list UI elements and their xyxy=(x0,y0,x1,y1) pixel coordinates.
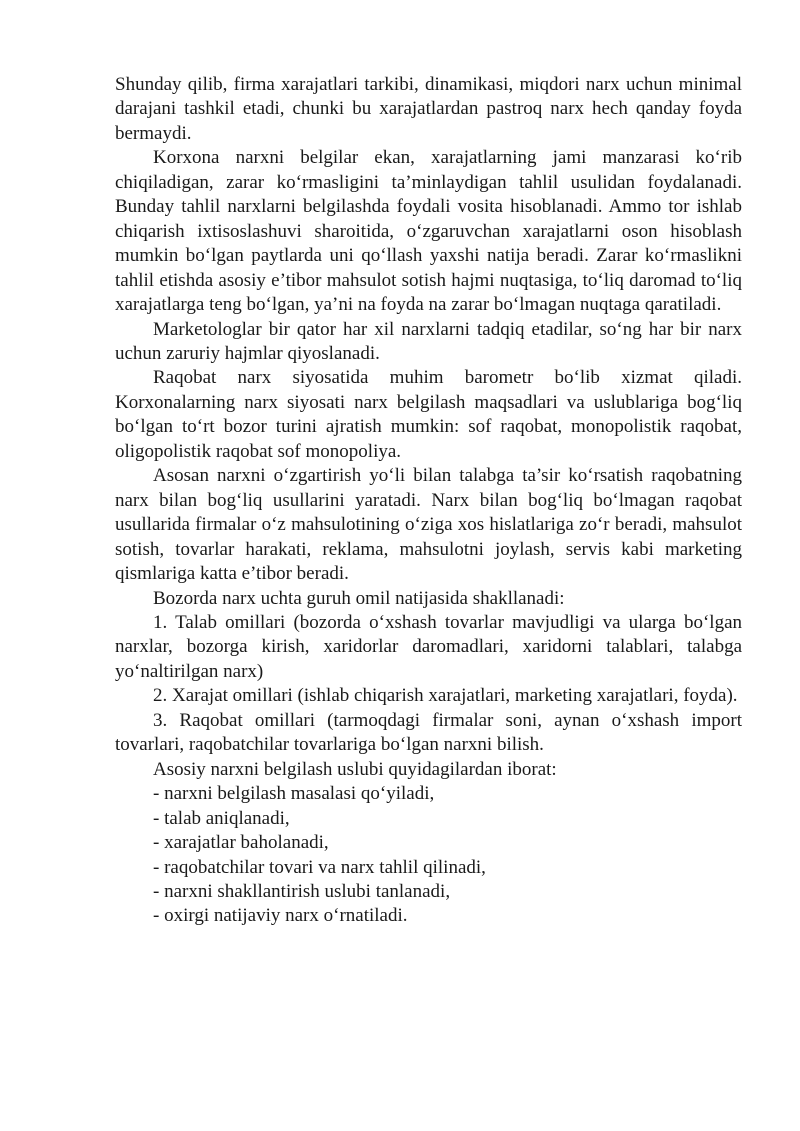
list-item: - oxirgi natijaviy narx o‘rnatiladi. xyxy=(153,905,408,927)
paragraph-cost-factors: 2. Xarajat omillari (ishlab chiqarish xarajatlari, marketing xarajatlari, foyda). xyxy=(153,685,738,707)
paragraph-price-competition: Asosan narxni o‘zgartirish yo‘li bilan talabga ta’sir ko‘rsatish raqobatning narx bilan bog‘liq usullarini yaratadi. Narx bilan bog‘liq bo‘lmagan raqobat usullarida firmalar o‘z mahsulotining o‘ziga xos hislatlariga zo‘r beradi, mahsulot sotish, tovarlar harakati, reklama, mahsulotni joylash, servis kabi marketing qismlariga katta e’tibor beradi. xyxy=(115,465,742,585)
list-item: - narxni belgilash masalasi qo‘yiladi, xyxy=(153,783,435,805)
paragraph-cost-summary: Shunday qilib, firma xarajatlari tarkibi, dinamikasi, miqdori narx uchun minimal darajani tashkil etadi, chunki bu xarajatlardan pastroq narx hech qanday foyda bermaydi. xyxy=(115,74,742,144)
paragraph-competition-factors: 3. Raqobat omillari (tarmoqdagi firmalar soni, aynan o‘xshash import tovarlari, raqobatchilar tovarlariga bo‘lgan narxni bilish. xyxy=(115,709,742,756)
list-item: - talab aniqlanadi, xyxy=(153,807,290,829)
paragraph-pricing-method-intro: Asosiy narxni belgilash uslubi quyidagilardan iborat: xyxy=(153,758,557,780)
list-item: - narxni shakllantirish uslubi tanlanadi, xyxy=(153,880,451,902)
paragraph-break-even-analysis: Korxona narxni belgilar ekan, xarajatlarning jami manzarasi ko‘rib chiqiladigan, zarar ko‘rmasligini ta’minlaydigan tahlil usulidan foydalanadi. Bunday tahlil narxlarni belgilashda foydali vosita hisoblanadi. Ammo tor ishlab chiqarish ixtisoslashuvi sharoitida, o‘zgaruvchan xarajatlarni oson hisoblash mumkin bo‘lgan paytlarda uni qo‘llash yaxshi natija beradi. Zarar ko‘rmaslikni tahlil etishda asosiy e’tibor mahsulot sotish hajmi nuqtasiga, to‘liq daromad to‘liq xarajatlarga teng bo‘lgan, ya’ni na foyda na zarar bo‘lmagan nuqtaga qaratiladi. xyxy=(115,147,742,316)
paragraph-price-factors-intro: Bozorda narx uchta guruh omil natijasida shakllanadi: xyxy=(153,587,565,609)
document-page xyxy=(115,73,742,929)
paragraph-competition-barometer: Raqobat narx siyosatida muhim barometr bo‘lib xizmat qiladi. Korxonalarning narx siyosati narx belgilash maqsadlari va uslublariga bog‘liq bo‘lgan to‘rt bozor turini ajratish mumkin: sof raqobat, monopolistik raqobat, oligopolistik raqobat sof monopoliya. xyxy=(115,367,742,462)
paragraph-marketers-prices: Marketologlar bir qator har xil narxlarni tadqiq etadilar, so‘ng har bir narx uchun zaruriy hajmlar qiyoslanadi. xyxy=(115,318,742,364)
list-item: - xarajatlar baholanadi, xyxy=(153,832,329,854)
list-item: - raqobatchilar tovari va narx tahlil qilinadi, xyxy=(153,856,486,878)
paragraph-demand-factors: 1. Talab omillari (bozorda o‘xshash tovarlar mavjudligi va ularga bo‘lgan narxlar, bozorga kirish, xaridorlar daromadlari, xaridorni talablari, talabga yo‘naltirilgan narx) xyxy=(115,611,742,682)
